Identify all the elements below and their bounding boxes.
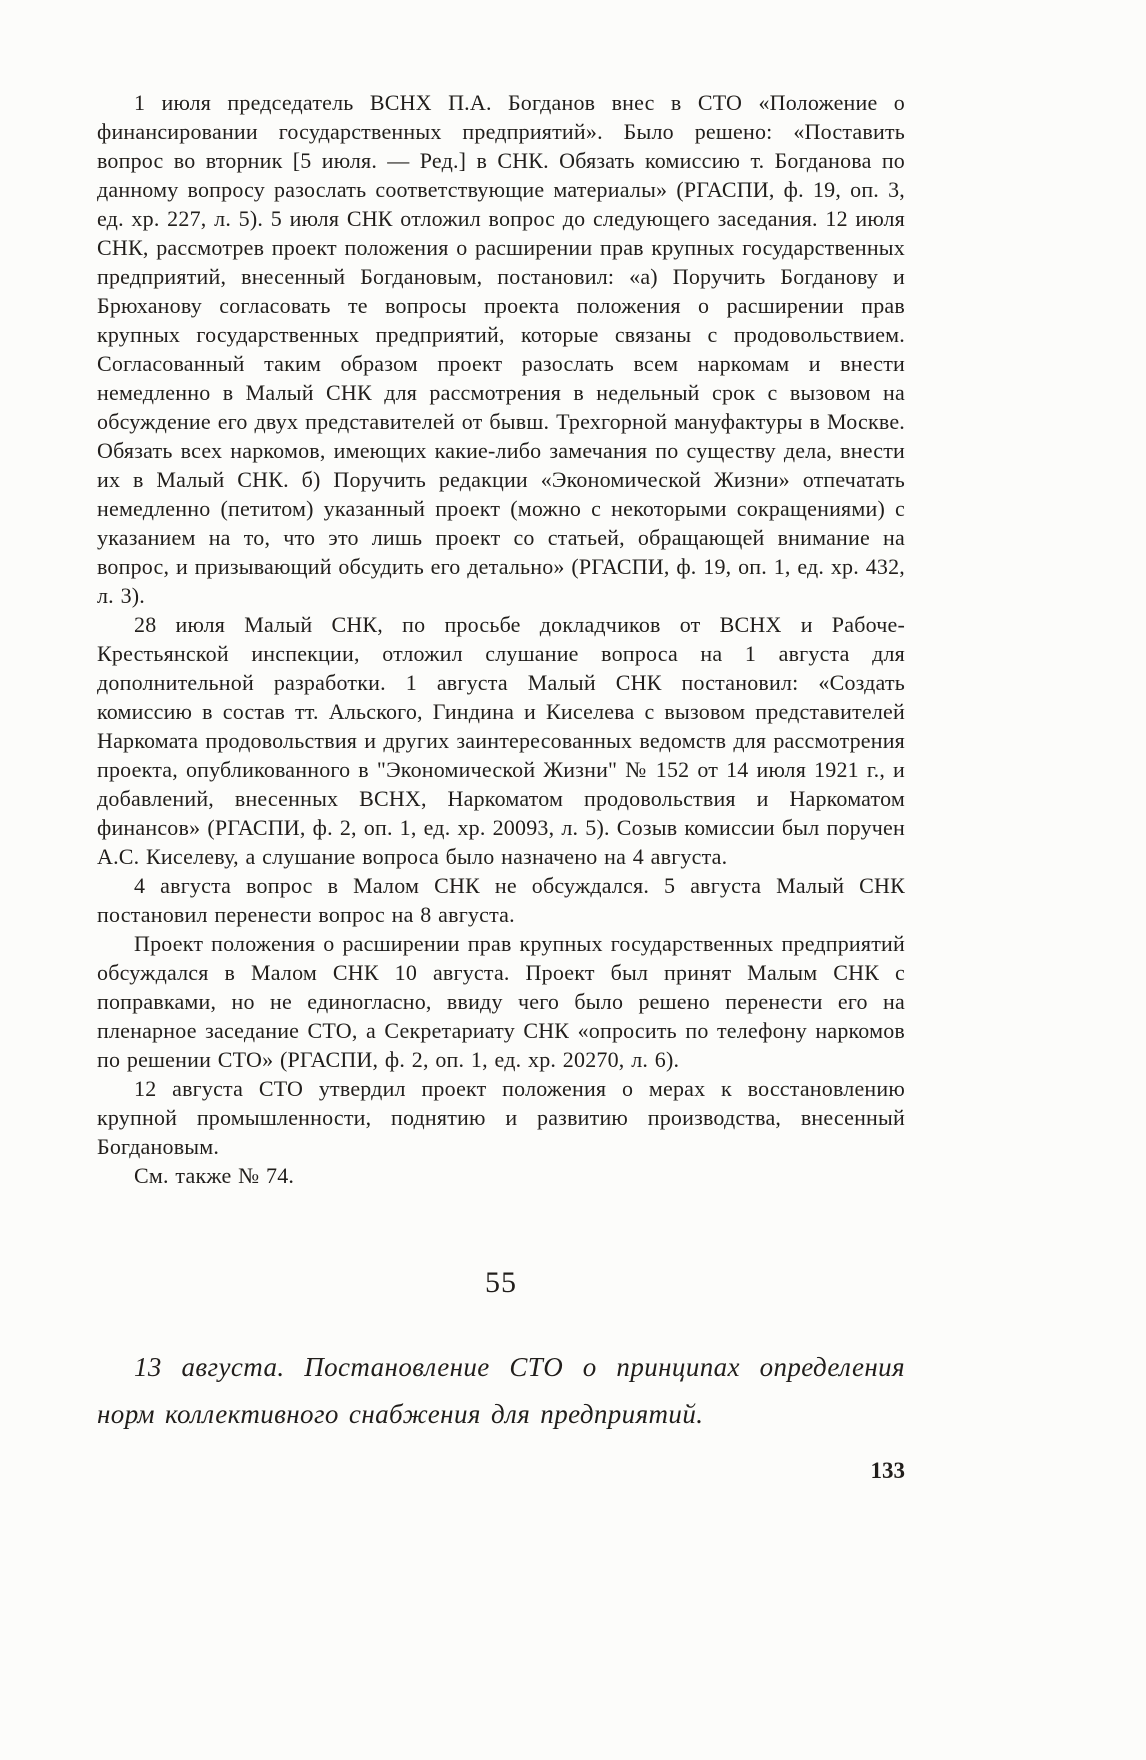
section-heading: 13 августа. Постановление СТО о принципах определения норм коллективного снабжения для предприятий. [97,1352,905,1429]
page-number: 133 [870,1458,905,1483]
paragraph: 12 августа СТО утвердил проект положения о мерах к восстановлению крупной промышленности, поднятию и развитию производства, внесенный Богдановым. [97,1076,905,1159]
section-number: 55 [485,1266,517,1299]
paragraph: См. также № 74. [134,1163,295,1188]
paragraph: 28 июля Малый СНК, по просьбе докладчиков от ВСНХ и Рабоче-Крестьянской инспекции, отложил слушание вопроса на 1 августа для дополнительной разработки. 1 августа Малый СНК постановил: «Создать комиссию в состав тт. Альского, Гиндина и Киселева с вызовом представителей Наркомата продовольствия и других заинтересованных ведомств для рассмотрения проекта, опубликованного в "Экономической Жизни" № 152 от 14 июля 1921 г., и добавлений, внесенных ВСНХ, Наркоматом продовольствия и Наркоматом финансов» (РГАСПИ, ф. 2, оп. 1, ед. хр. 20093, л. 5). Созыв комиссии был поручен А.С. Киселеву, а слушание вопроса было назначено на 4 августа. [97,612,905,869]
paragraph: Проект положения о расширении прав крупных государственных предприятий обсуждался в Малом СНК 10 августа. Проект был принят Малым СНК с поправками, но не единогласно, ввиду чего было решено перенести его на пленарное заседание СТО, а Секретариату СНК «опросить по телефону наркомов по решении СТО» (РГАСПИ, ф. 2, оп. 1, ед. хр. 20270, л. 6). [97,931,905,1072]
paragraph: 1 июля председатель ВСНХ П.А. Богданов внес в СТО «Положение о финансировании государственных предприятий». Было решено: «Поставить вопрос во вторник [5 июля. — Ред.] в СНК. Обязать комиссию т. Богданова по данному вопросу разослать соответствующие материалы» (РГАСПИ, ф. 19, оп. 3, ед. хр. 227, л. 5). 5 июля СНК отложил вопрос до следующего заседания. 12 июля СНК, рассмотрев проект положения о расширении прав крупных государственных предприятий, внесенный Богдановым, постановил: «а) Поручить Богданову и Брюханову согласовать те вопросы проекта положения о расширении прав крупных государственных предприятий, которые связаны с продовольствием. Согласованный таким образом проект разослать всем наркомам и внести немедленно в Малый СНК для рассмотрения в недельный срок с вызовом на обсуждение его двух представителей от бывш. Трехгорной мануфактуры в Москве. Обязать всех наркомов, имеющих какие-либо замечания по существу дела, внести их в Малый СНК. б) Поручить редакции «Экономической Жизни» отпечатать немедленно (петитом) указанный проект (можно с некоторыми сокращениями) с указанием на то, что это лишь проект со статьей, обращающей внимание на вопрос, и призывающий обсудить его детально» (РГАСПИ, ф. 19, оп. 1, ед. хр. 432, л. 3). [97,90,905,608]
paragraph: 4 августа вопрос в Малом СНК не обсуждался. 5 августа Малый СНК постановил перенести вопрос на 8 августа. [97,873,905,927]
entry-commentary [97,88,905,1190]
